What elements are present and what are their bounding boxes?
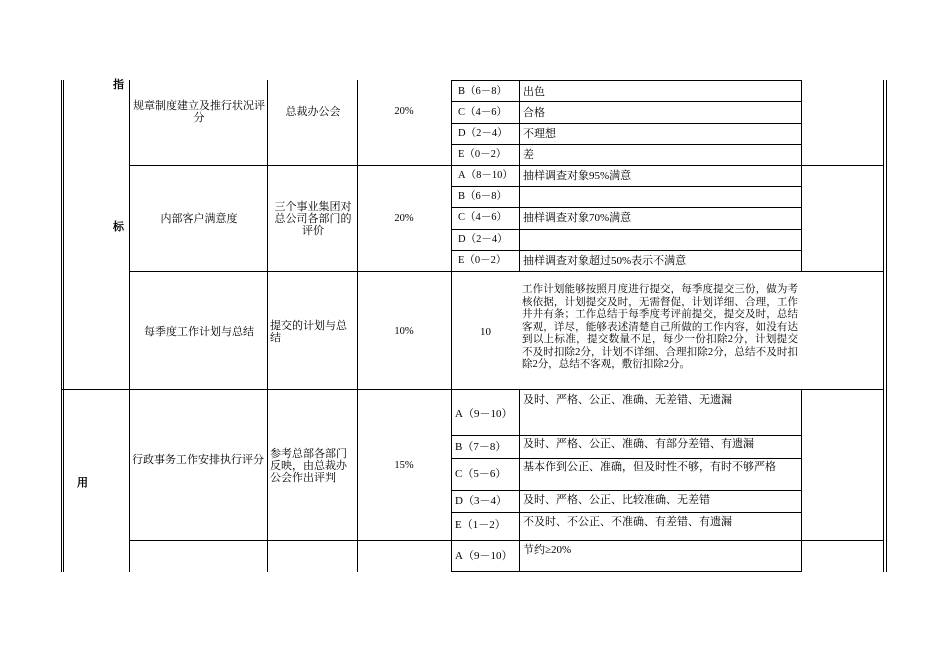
grid-line — [451, 490, 802, 491]
grade-desc: 不理想 — [523, 128, 556, 140]
kpi-weight: 20% — [394, 106, 414, 117]
kpi-weight: 15% — [394, 460, 414, 471]
kpi-source: 三个事业集团对总公司各部门的评价 — [274, 201, 352, 237]
grade-desc: 及时、严格、公正、比较准确、无差错 — [523, 494, 710, 506]
grid-line — [451, 458, 802, 459]
grid-line — [451, 101, 802, 102]
kpi-source: 总裁办公会 — [285, 106, 341, 118]
grid-line — [451, 80, 802, 81]
grade-desc: 抽样调查对象超过50%表示不满意 — [523, 255, 687, 267]
grade-level: A（9－10） — [455, 408, 513, 420]
grade-desc: 出色 — [523, 86, 545, 98]
grid-line — [63, 80, 64, 572]
grid-line — [451, 571, 802, 572]
grid-line — [129, 165, 884, 166]
grade-level: A（8－10） — [458, 170, 513, 181]
grid-line — [451, 250, 802, 251]
grid-line — [451, 229, 802, 230]
grade-level: C（4－6） — [458, 107, 508, 118]
grid-line — [801, 80, 802, 271]
grid-line — [129, 80, 130, 572]
grade-level: B（6－8） — [458, 191, 508, 202]
grade-level: E（1－2） — [455, 519, 506, 531]
grade-desc: 不及时、不公正、不准确、有差错、有遗漏 — [523, 516, 732, 528]
grade-level: B（6－8） — [458, 86, 508, 97]
grid-line — [451, 207, 802, 208]
kpi-item: 规章制度建立及推行状况评分 — [133, 100, 265, 124]
grade-level: E（0－2） — [458, 255, 507, 266]
grade-desc: 抽样调查对象95%满意 — [523, 170, 632, 182]
grid-line — [886, 80, 887, 572]
kpi-item: 每季度工作计划与总结 — [144, 326, 254, 338]
kpi-score: 10 — [480, 326, 491, 338]
grid-line — [357, 541, 358, 572]
grade-desc: 及时、严格、公正、准确、有部分差错、有遗漏 — [523, 438, 754, 450]
grade-level: A（9－10） — [455, 550, 513, 562]
grade-level: D（3－4） — [455, 495, 507, 507]
category-label-zhi: 指 — [113, 78, 124, 91]
grid-line — [451, 512, 802, 513]
grid-line — [451, 435, 802, 436]
kpi-source: 参考总部各部门反映，由总裁办公会作出评判 — [270, 448, 347, 484]
grade-level: B（7－8） — [455, 441, 507, 453]
kpi-item: 内部客户满意度 — [160, 213, 238, 225]
grid-line — [129, 271, 884, 272]
grid-line — [267, 80, 268, 540]
grade-desc: 及时、严格、公正、准确、无差错、无遗漏 — [523, 394, 732, 406]
grade-level: E（0－2） — [458, 149, 507, 160]
grid-line — [61, 80, 62, 572]
grade-desc: 差 — [523, 149, 534, 161]
grade-level: C（4－6） — [458, 212, 508, 223]
grid-line — [451, 186, 802, 187]
grid-line — [451, 144, 802, 145]
kpi-source: 提交的计划与总结 — [270, 320, 347, 344]
grade-desc: 节约≥20% — [523, 544, 572, 556]
grid-line — [801, 390, 802, 572]
grade-desc: 合格 — [523, 107, 545, 119]
grid-line — [129, 540, 884, 541]
grid-line — [61, 389, 884, 390]
grid-line — [451, 123, 802, 124]
category-label-biao: 标 — [113, 220, 124, 233]
grade-level: C（5－6） — [455, 468, 507, 480]
category-label-yong: 用 — [77, 476, 88, 489]
grade-desc: 抽样调查对象70%满意 — [523, 212, 632, 224]
grid-line — [883, 80, 884, 572]
grade-level: D（2－4） — [458, 234, 508, 245]
grade-level: D（2－4） — [458, 128, 508, 139]
kpi-weight: 20% — [394, 213, 414, 224]
grid-line — [519, 80, 520, 272]
grade-desc: 基本作到公正、准确，但及时性不够，有时不够严格 — [523, 461, 776, 473]
kpi-desc: 工作计划能够按照月度进行提交，每季度提交三份，做为考核依据，计划提交及时，无需督促，计划详细、合理，工作井井有条；工作总结于每季度考评前提交，提交及时，总结客观，详尽，能够表述清楚自己所做的工作内容，如没有达到以上标准，提交数量不足，每少一份扣除2分，计划提交不及时扣除2分，计划不详细、合理扣除2分，总结不及时扣除2分，总结不客观，敷衍扣除2分。 — [522, 284, 798, 370]
kpi-weight: 10% — [394, 326, 414, 337]
grid-line — [267, 541, 268, 572]
grid-line — [519, 390, 520, 572]
kpi-item: 行政事务工作安排执行评分 — [132, 454, 264, 466]
